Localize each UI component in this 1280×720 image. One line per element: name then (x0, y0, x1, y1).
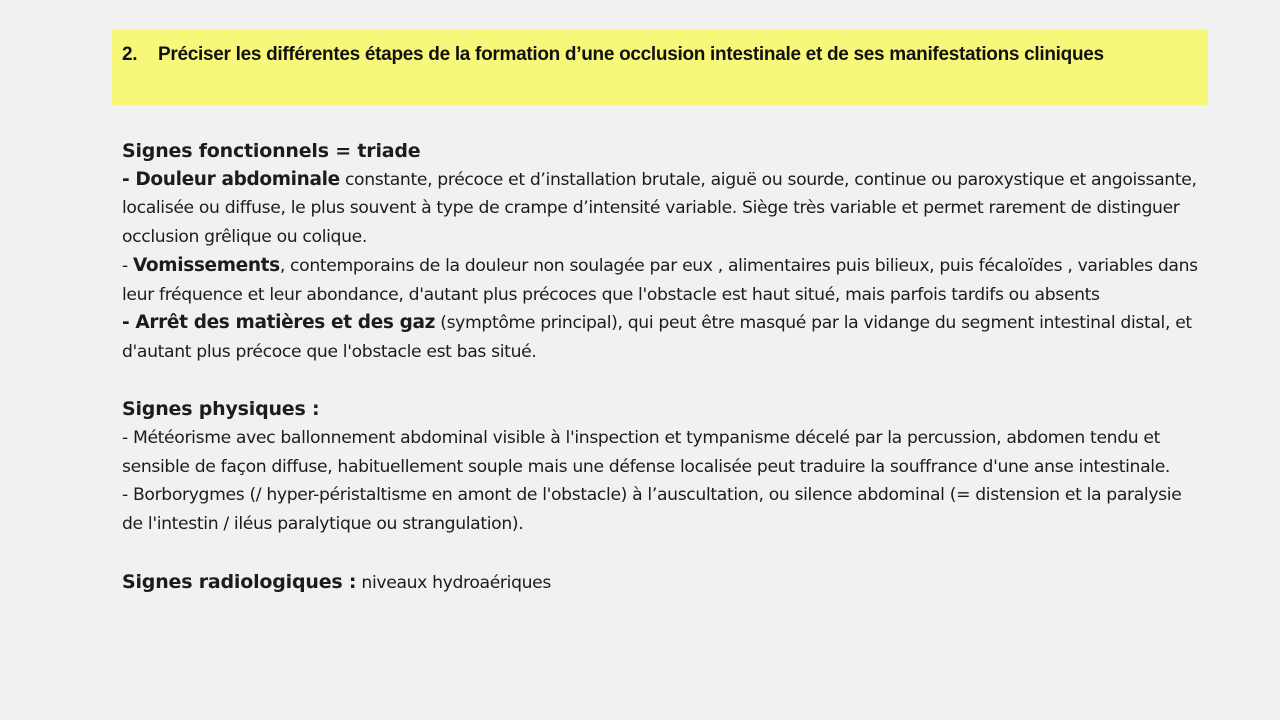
item-borborygmes: - Borborygmes (/ hyper-péristaltisme en amont de l'obstacle) à l’auscultation, ou silence abdominal (= distension et la paralysie de l'intestin / iléus paralytique ou strangulation). (122, 485, 1182, 535)
item-douleur-text: constante, précoce et d’installation brutale, aiguë ou sourde, continue ou paroxystique et angoissante, localisée ou diffuse, le plus souvent à type de crampe d’intensité variable. Siège très variable et permet rarement de distinguer occlusion grêlique ou colique. (122, 169, 1197, 248)
item-vomissements-text: , contemporains de la douleur non soulagée par eux , alimentaires puis bilieux, puis fécaloïdes , variables dans leur fréquence et leur abondance, d'autant plus précoces que l'obstacle est haut situé, mais parfois tardifs ou absents (122, 255, 1198, 305)
radiologiques-text: niveaux hydroaériques (356, 572, 552, 593)
item-douleur-label: Douleur abdominale (135, 168, 340, 190)
section-title-radiologiques: Signes radiologiques : (122, 570, 357, 593)
item-arret-text: (symptôme principal), qui peut être masqué par la vidange du segment intestinal distal, et d'autant plus précoce que l'obstacle est bas situé. (122, 313, 1192, 362)
spacer (122, 539, 1202, 568)
item-vomissements-label: Vomissements (132, 254, 280, 276)
item-arret (122, 309, 1202, 366)
section-title-fonctionnels: Signes fonctionnels = triade (122, 140, 421, 162)
bullet-dash: - (122, 255, 133, 276)
title-number: 2. (122, 44, 138, 65)
item-vomissements (122, 252, 1202, 309)
title-text: Préciser les différentes étapes de la formation d’une occlusion intestinale et de ses manifestations cliniques (158, 44, 1104, 65)
bullet-dash: - (122, 312, 136, 334)
item-douleur (122, 166, 1202, 252)
section-signes-radiologiques (122, 568, 1202, 598)
item-radiologiques (122, 568, 1202, 598)
slide-title (122, 38, 1188, 71)
bullet-dash: - (122, 168, 136, 190)
section-title-physiques: Signes physiques : (122, 398, 320, 421)
item-arret-label: Arrêt des matières et des gaz (135, 312, 436, 334)
spacer (122, 367, 1202, 396)
section-signes-physiques (122, 395, 1202, 539)
slide-content (122, 137, 1202, 597)
title-highlight-box (112, 30, 1208, 105)
item-meteorisme: - Météorisme avec ballonnement abdominal visible à l'inspection et tympanisme décelé par la percussion, abdomen tendu et sensible de façon diffuse, habituellement souple mais une défense localisée peut traduire la souffrance d'une anse intestinale. (122, 428, 1171, 477)
section-signes-fonctionnels (122, 137, 1202, 367)
